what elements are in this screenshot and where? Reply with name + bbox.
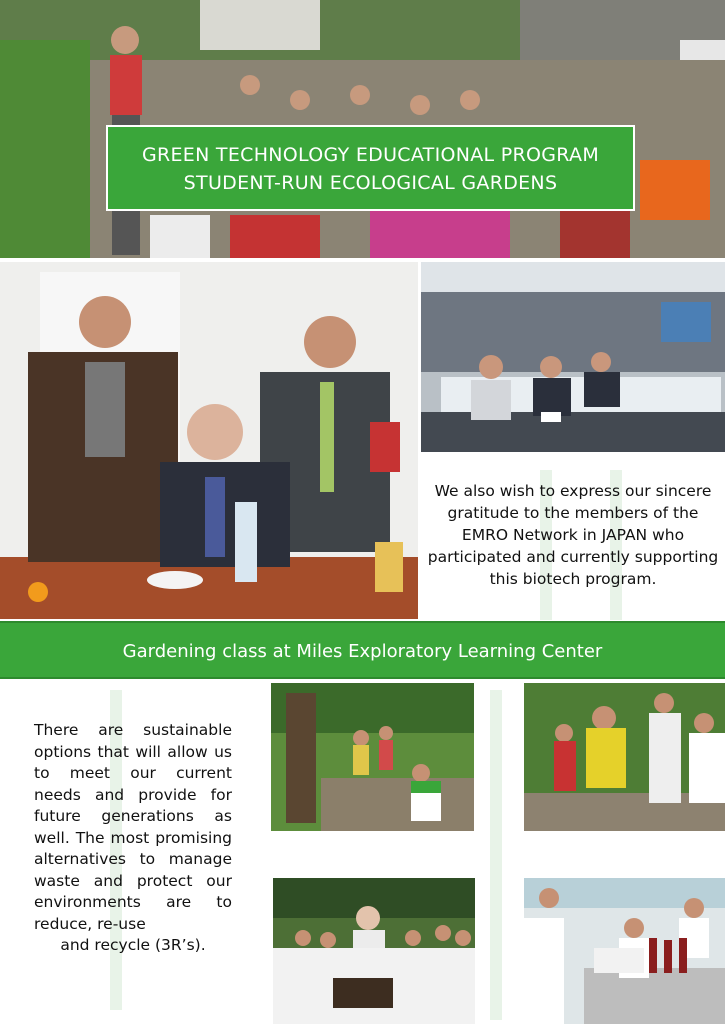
sustainability-last-line: and recycle (3R’s). <box>60 936 206 954</box>
gratitude-paragraph: We also wish to express our sincere gratitude to the members of the EMRO Network in JAPAN who participated and currently supporting this biotech program. <box>427 482 719 588</box>
ceremony-photo <box>0 262 418 619</box>
sustainability-text: There are sustainable options that will allow us to meet our current needs and provide for future generations as well. The most promising alternatives to manage waste and protect our environments are to reduce, re-use <box>34 721 232 933</box>
conference-photo <box>421 262 725 452</box>
gardening-class-banner: Gardening class at Miles Exploratory Learning Center <box>0 621 725 679</box>
tree-planting-photo <box>271 683 474 831</box>
classroom-photo <box>524 878 725 1024</box>
sustainability-paragraph <box>34 720 232 957</box>
hero-title-banner <box>106 125 635 211</box>
hero-title-line1: GREEN TECHNOLOGY EDUCATIONAL PROGRAM <box>141 144 600 166</box>
decorative-line <box>490 690 502 1020</box>
group-photo <box>273 878 475 1024</box>
hero-title-line2: STUDENT-RUN ECOLOGICAL GARDENS <box>183 172 558 194</box>
students-watering-photo <box>524 683 725 831</box>
